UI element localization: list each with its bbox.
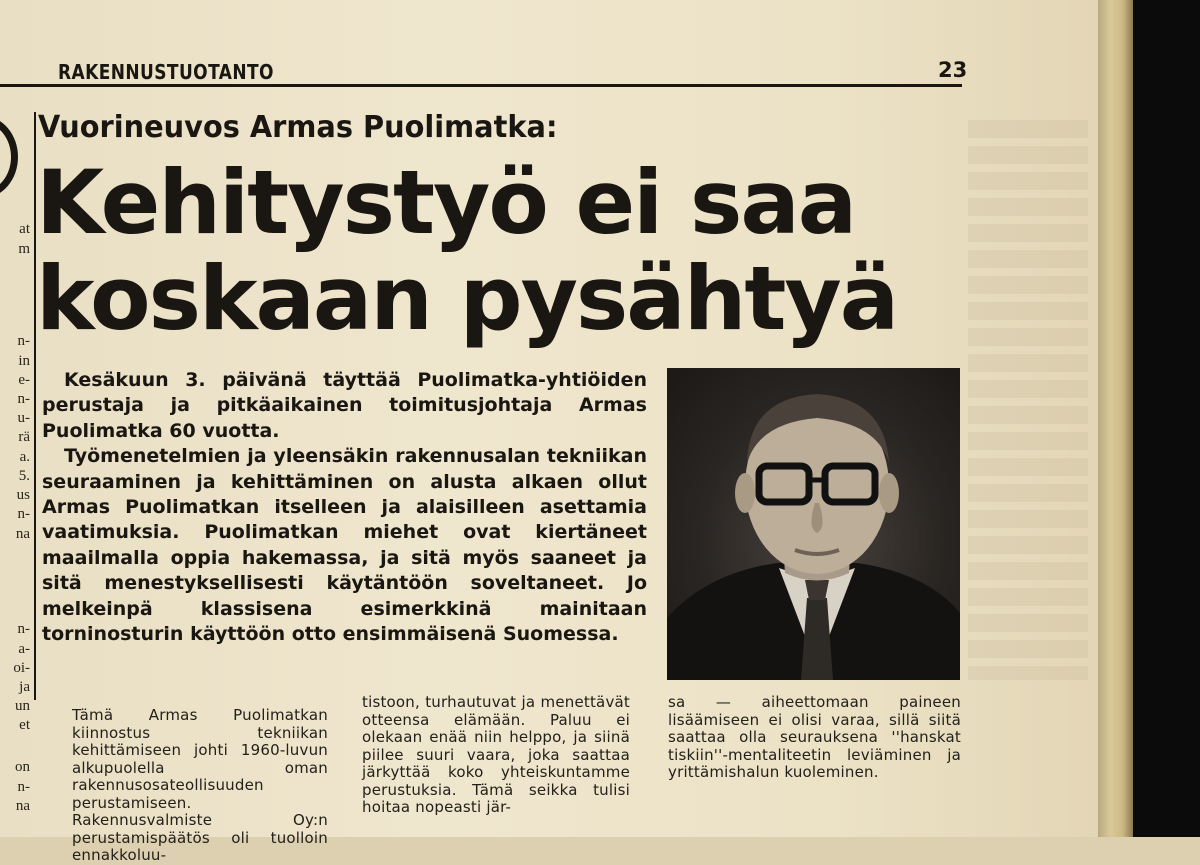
body-column-1 <box>72 707 328 865</box>
lead-paragraph: Työmenetelmien ja yleensäkin rakennusalan tekniikan seuraaminen ja kehittäminen on alusta alkaen ollut Armas Puolimatkan itselleen ja alaisilleen asettamia vaatimuksia. Puolimatkan miehet ovat kiertäneet maailmalla oppia hakemassa, ja sitä myös saaneet ja sitä menestyksellisesti käytäntöön soveltaneet. Jo melkeinpä klassisena esimerkkinä mainitaan torninosturin käyttöön otto ensimmäisenä Suomessa. <box>42 445 647 646</box>
text-fragment: na <box>15 798 30 814</box>
text-fragment: ja <box>19 679 30 695</box>
text-fragment: us <box>16 487 30 503</box>
text-fragment: rä <box>18 429 30 445</box>
text-fragment: un <box>15 698 30 714</box>
text-fragment: on <box>15 759 30 775</box>
page-number: 23 <box>938 58 968 82</box>
article-kicker: Vuorineuvos Armas Puolimatka: <box>38 110 558 145</box>
article-headline <box>36 151 898 350</box>
text-fragment: m <box>18 241 30 257</box>
text-fragment: 5. <box>18 468 30 484</box>
portrait-illustration <box>667 368 960 680</box>
text-fragment: n- <box>17 391 30 407</box>
text-fragment: n- <box>17 779 30 795</box>
text-fragment: at <box>19 221 30 237</box>
text-fragment: in <box>18 353 30 369</box>
body-column-3 <box>668 694 961 782</box>
binder-background <box>1133 0 1200 837</box>
text-fragment: a- <box>18 641 30 657</box>
body-text: sa — aiheettomaan paineen lisäämiseen ei olisi varaa, sillä siitä saattaa olla seurauksena ''hanskat tiskiin''-mentaliteetin leviäminen ja yrittämishalun kuoleminen. <box>668 693 961 781</box>
body-text: Tämä Armas Puolimatkan kiinnostus tekniikan kehittämiseen johti 1960-luvun alkupuolella oman rakennusosateollisuuden perustamiseen. Rakennusvalmiste Oy:n perustamispäätös oli tuolloin ennakkoluu- <box>72 706 328 864</box>
text-fragment: a. <box>19 449 30 465</box>
text-fragment: na <box>15 526 30 542</box>
text-fragment: oi- <box>13 660 30 676</box>
headline-line-2: koskaan pysähtyä <box>36 247 898 350</box>
text-fragment: n- <box>17 506 30 522</box>
body-text: tistoon, turhautuvat ja menettävät otteensa elämään. Paluu ei olekaan enää niin helppo, ja siinä piilee suuri vaara, joka saattaa järkyttää koko yhteiskuntamme perustuksia. Tämä seikka tulisi hoitaa nopeasti jär- <box>362 693 630 816</box>
text-fragment: n- <box>17 621 30 637</box>
portrait-photo <box>667 368 960 680</box>
text-fragment: e- <box>18 372 30 388</box>
article-lead <box>42 368 647 647</box>
previous-article-fragments <box>0 0 32 837</box>
show-through-text <box>968 120 1088 680</box>
text-fragment: u- <box>17 410 30 426</box>
body-column-2 <box>362 694 630 817</box>
text-fragment: n- <box>17 333 30 349</box>
header-rule <box>0 84 962 87</box>
text-fragment: et <box>19 717 30 733</box>
section-label: RAKENNUSTUOTANTO <box>58 60 274 84</box>
adjacent-page-edge <box>1098 0 1133 837</box>
headline-line-1: Kehitystyö ei saa <box>36 151 856 254</box>
lead-paragraph: Kesäkuun 3. päivänä täyttää Puolimatka-yhtiöiden perustaja ja pitkäaikainen toimitusjohtaja Armas Puolimatka 60 vuotta. <box>42 369 647 442</box>
